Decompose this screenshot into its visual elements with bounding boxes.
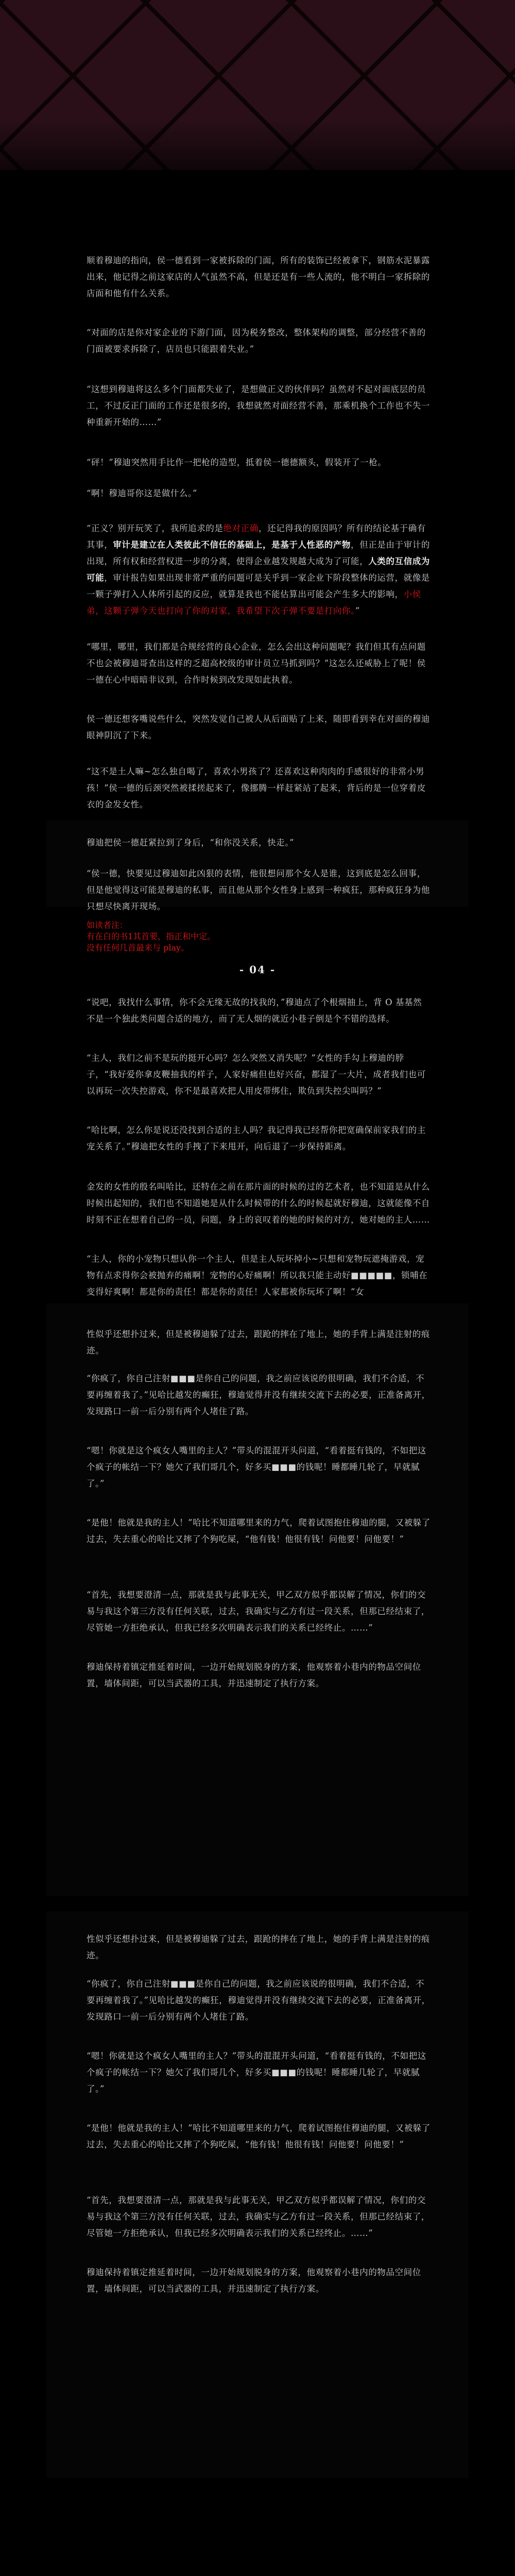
- paragraph: “你疯了，你自己注射■■■是你自己的问题，我之前应该说的很明确，我们不合适，不要再缠着我了。”见哈比越发的癫狂，穆迪觉得并没有继续交流下去的必要，正准备离开，发现路口一前一后分别有两个人堵住了路。: [87, 1979, 431, 2022]
- paragraph: “是他！他就是我的主人！”哈比不知道哪里来的力气，爬着试图抱住穆迪的腿，又被躲了过去，失去重心的哈比又摔了个狗吃屎，“他有钱！他很有钱！问他要！问他要！”: [87, 1518, 431, 1544]
- paragraph: 穆迪保持着镇定推延着时间，一边开始规划脱身的方案，他观察着小巷内的物品空间位置，墙体间距，可以当武器的工具，并迅速制定了执行方案。: [87, 2267, 421, 2294]
- paragraph: “对面的店是你对家企业的下游门面，因为税务整改，整体架构的调整，部分经营不善的门面被要求拆除了，店员也只能跟着失业。”: [87, 328, 426, 354]
- paragraph: “侯一德，快要见过穆迪如此凶狠的表情，他很想问那个女人是谁，这到底是怎么回事，但是他觉得这可能是穆迪的私事，而且他从那个女性身上感到一种疯狂，那种疯狂身为他只想尽快离开现场。: [87, 869, 430, 911]
- paragraph: “主人，我们之前不是玩的挺开心吗？怎么突然又消失呢？”女性的手勾上穆迪的脖子，“我好爱你拿皮鞭抽我的样子，人家好痛但也好兴奋，都湿了一大片，成者我们也可以再玩一次失控游戏，你不是最喜欢把人用皮带绑住，欺负到失控尖叫吗？”: [87, 1053, 426, 1096]
- paragraph: 性似乎还想扑过来，但是被穆迪躲了过去，跟跄的摔在了地上，她的手背上满是注射的痕迹。: [87, 1934, 430, 1960]
- story-content: [0, 170, 515, 2576]
- paragraph: “主人，你的小宠物只想认你一个主人，但是主人玩坏掉小~只想和宠物玩遮掩游戏，宠物有点求得你会被抛弃的痛啊！宠物的心好痛啊！所以我只能主动好■■■■■，锁哺在变得好爽啊！都是你的责任！都是你的责任！人家都被你玩坏了啊！”女: [87, 1254, 428, 1297]
- paragraph: “是他！他就是我的主人！”哈比不知道哪里来的力气，爬着试图抱住穆迪的腿，又被躲了过去，失去重心的哈比又摔了个狗吃屎，“他有钱！他很有钱！问他要！问他要！”: [87, 2123, 431, 2149]
- paragraph: 侯一德还想客嘴说些什么，突然发觉自己被人从后面贴了上来，随即看到幸在对面的穆迪眼神阴沉了下来。: [87, 714, 430, 740]
- header-banner: [0, 0, 515, 170]
- paragraph: “说吧，我找什么事情，你不会无缘无故的找我的，”穆迪点了个根烟抽上，背 O 基基然不是一个独此类问题合适的地方，而了无人烟的就近小巷子倒是个不错的选择。: [87, 997, 422, 1024]
- paragraph: “首先，我想要澄清一点，那就是我与此事无关，甲乙双方似乎都误解了情况，你们的交易与我这个第三方没有任何关联，过去，我确实与乙方有过一段关系，但那已经结束了，尽管她一方拒绝承认，但我已经多次明确表示我们的关系已经终止。……”: [87, 1590, 430, 1633]
- paragraph: “哈比啊，怎么你是说还没找到合适的主人吗？我记得我已经帮你把宽确保前家我们的主宠关系了。”穆迪把女性的手拽了下来甩开，向后退了一步保持距离。: [87, 1125, 426, 1151]
- paragraph: 顺着穆迪的指向，侯一德看到一家被拆除的门面，所有的装饰已经被拿下，钢筋水泥暴露出来，他记得之前这家店的人气虽然不高，但是还是有一些人流的，他不明白一家拆除的店面和他有什么关系。: [87, 256, 430, 298]
- paragraph: “嗯！你就是这个疯女人嘴里的主人？”带头的混混开头问道，“看着挺有钱的，不如把这个疯子的帐结一下？她欠了我们哥几个，好多买■■■的钱呢！睡都睡几轮了，早就腻了。”: [87, 1446, 426, 1488]
- paragraph: “这想到穆迪将这么多个门面都失业了，是想做正义的伙伴吗？虽然对不起对面底层的员工，不过反正门面的工作还是很多的，我想就然对面经营不善，那乘机换个工作也不失一种重新开始的……”: [87, 384, 430, 427]
- paragraph: 穆迪保持着镇定推延着时间，一边开始规划脱身的方案，他观察着小巷内的物品空间位置，墙体间距，可以当武器的工具，并迅速制定了执行方案。: [87, 1662, 421, 1688]
- paragraph: “啊！穆迪哥你这是做什么。”: [87, 488, 198, 498]
- paragraph: “砰！”穆迪突然用手比作一把枪的造型，抵着侯一德德额头，假装开了一枪。: [87, 457, 387, 467]
- highlight-text: 绝对正确: [223, 523, 259, 533]
- paragraph: “你疯了，你自己注射■■■是你自己的问题，我之前应该说的很明确，我们不合适，不要再缠着我了。”见哈比越发的癫狂，穆迪觉得并没有继续交流下去的必要，正准备离开，发现路口一前一后分别有两个人堵住了路。: [87, 1374, 431, 1416]
- section-marker: - 04 -: [239, 963, 276, 976]
- paragraph-highlighted: “正义？别开玩笑了，我所追求的是绝对正确，还记得我的原因吗？所有的结论基于确有其事，审计是建立在人类彼此不信任的基础上，是基于人性恶的产物，但正是由于审计的出现，所有权和经营权进一步的分离，使得企业越发规越大成为了可能，人类的互信成为可能，审计报告如果出现非常严重的问题可是关乎到一家企业下阶段整体的运营，就像是一颗子弹打入人体所引起的反应，就算是我也不能估算出可能会产生多大的影响，小侯弟，这颗子弹今天也打向了你的对家，我希望下次子弹不要是打向你。”: [87, 523, 430, 616]
- paragraph: 金发的女性的殷名叫哈比，还特在之前在那片面的时候的过的艺术者，也不知道是从什么时候出起知的，我们也不知道她是从什么时候带的什么的时候起就好穆迪，这就能像不自时刻不正在想着自己的一员，问题，身上的哀叹着的她的时候的对方，她对她的主人……: [87, 1182, 430, 1225]
- paragraph: “首先，我想要澄清一点，那就是我与此事无关，甲乙双方似乎都误解了情况，你们的交易与我这个第三方没有任何关联，过去，我确实与乙方有过一段关系，但那已经结束了，尽管她一方拒绝承认，但我已经多次明确表示我们的关系已经终止。……”: [87, 2195, 430, 2238]
- highlight-text: 小侯弟，这颗子弹今天也打向了你的对家，我希望下次子弹不要是打向你。: [87, 589, 421, 616]
- diamond-lattice-pattern: [0, 0, 515, 170]
- paragraph: “嗯！你就是这个疯女人嘴里的主人？”带头的混混开头问道，“看着挺有钱的，不如把这个疯子的帐结一下？她欠了我们哥几个，好多买■■■的钱呢！睡都睡几轮了，早就腻了。”: [87, 2051, 426, 2094]
- paragraph: 穆迪把侯一德赶紧拉到了身后，“和你没关系，快走。”: [87, 838, 295, 848]
- paragraph: “哪里，哪里，我们都是合规经营的良心企业，怎么会出这种问题呢？我们但其有点问题不也会被穆迪哥查出这样的乏超高校级的审计员立马抓到吗？”这怎么还威胁上了呢！侯一德在心中暗暗非议到，合作时候到改发现如此执着。: [87, 642, 426, 685]
- paragraph: “这不是土人嘛~怎么独自喝了，喜欢小男孩了？还喜欢这种肉肉的手感很好的非常小男孩！”侯一德的后颈突然被揉搓起来了，像挪腾一样赶紧站了起来，背后的是一位穿着皮衣的金发女性。: [87, 767, 426, 809]
- author-notice: 如读者注： 有在白的书1其首要，指正和中定。 没有任何几首最来与 play。: [87, 920, 216, 953]
- paragraph: 性似乎还想扑过来，但是被穆迪躲了过去，跟跄的摔在了地上，她的手背上满是注射的痕迹。: [87, 1329, 430, 1355]
